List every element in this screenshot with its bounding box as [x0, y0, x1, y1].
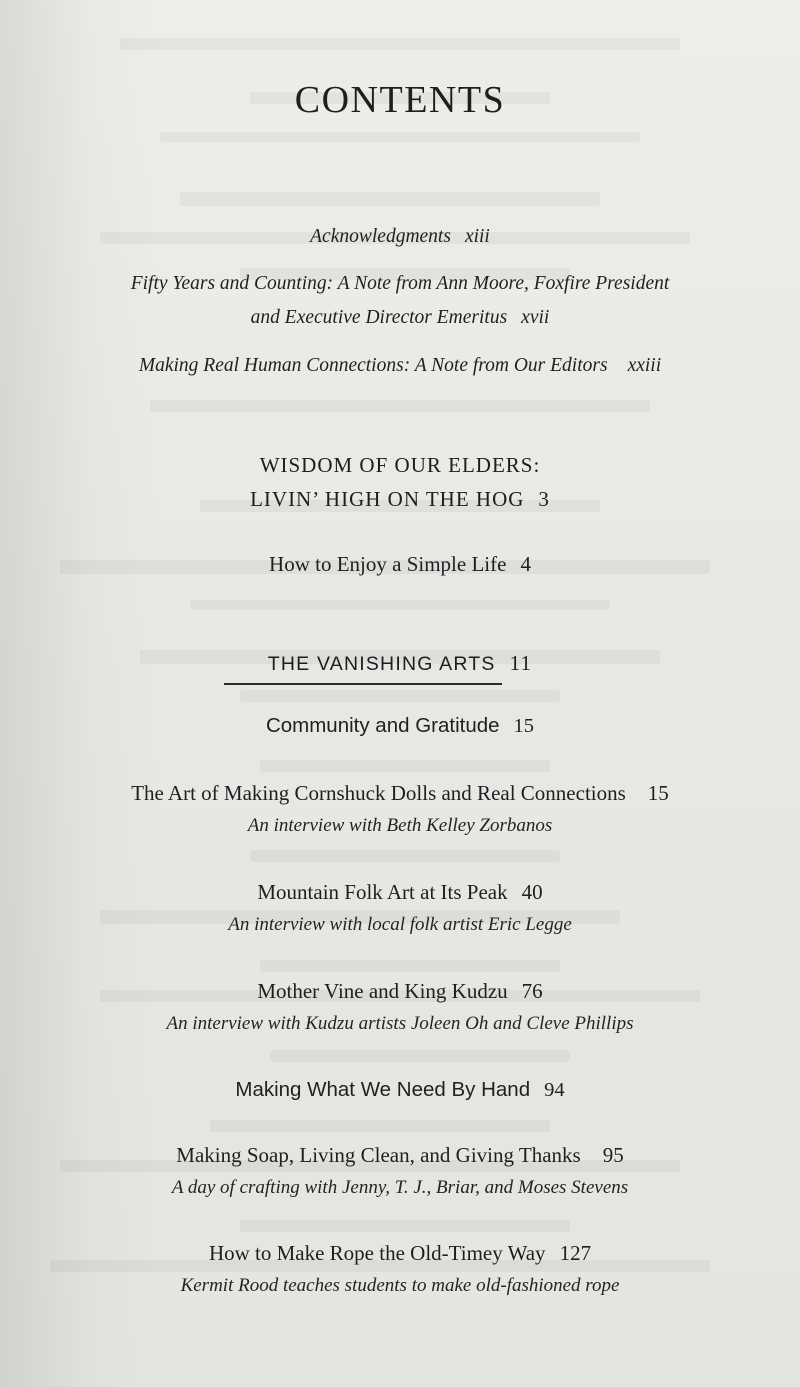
entry-title: Making Real Human Connections: A Note from Our Editors	[138, 355, 608, 376]
entry-subtitle: An interview with Beth Kelley Zorbanos	[247, 815, 553, 836]
entry-page: 15	[647, 781, 669, 805]
entry-title: How to Enjoy a Simple Life	[269, 552, 507, 576]
entry-page: 127	[559, 1241, 592, 1265]
toc-entry-simple-life[interactable]	[0, 552, 800, 577]
entry-title: How to Make Rope the Old-Timey Way	[208, 1241, 546, 1265]
contents-heading: CONTENTS	[294, 79, 506, 121]
toc-entry-folk-art[interactable]	[0, 880, 800, 905]
part-page: 11	[509, 651, 533, 675]
entry-title: Acknowledgments	[310, 226, 451, 247]
entry-page: 4	[520, 552, 531, 576]
entry-subtitle: An interview with Kudzu artists Joleen Oh and Cleve Phillips	[166, 1013, 634, 1034]
section-page: 15	[513, 715, 535, 737]
part-title: LIVIN’ HIGH ON THE HOG	[250, 487, 525, 511]
entry-title: The Art of Making Cornshuck Dolls and Real Connections	[131, 781, 626, 805]
part2-heading[interactable]	[0, 651, 800, 676]
toc-entry-acknowledgments[interactable]	[0, 226, 800, 248]
section-title: Community and Gratitude	[265, 714, 500, 737]
entry-page: xxiii	[627, 355, 662, 376]
toc-entry-fifty-years[interactable]	[0, 273, 800, 295]
entry-subtitle: An interview with local folk artist Eric Legge	[228, 914, 572, 935]
part-title: WISDOM OF OUR ELDERS:	[259, 453, 541, 477]
entry-page: xvii	[521, 307, 550, 328]
entry-page: xiii	[464, 226, 490, 247]
entry-title: Mother Vine and King Kudzu	[257, 979, 508, 1003]
part1-heading-line1[interactable]	[0, 453, 800, 478]
entry-page: 40	[521, 880, 543, 904]
section-title: Making What We Need By Hand	[235, 1078, 531, 1101]
entry-title: Making Soap, Living Clean, and Giving Thanks	[176, 1143, 581, 1167]
part1-heading-line2[interactable]	[0, 487, 800, 512]
toc-entry-fifty-years-cont[interactable]	[0, 307, 800, 329]
toc-entry-human-connections[interactable]	[0, 355, 800, 377]
part2-underline	[224, 683, 502, 685]
entry-title-line1: Fifty Years and Counting: A Note from Ann Moore, Foxfire President	[130, 273, 670, 294]
part-page: 3	[538, 487, 550, 511]
entry-subtitle: A day of crafting with Jenny, T. J., Briar, and Moses Stevens	[171, 1177, 629, 1198]
section-page: 94	[544, 1079, 565, 1101]
entry-page: 76	[521, 979, 543, 1003]
entry-title-line2: and Executive Director Emeritus	[250, 307, 508, 328]
toc-entry-rope[interactable]	[0, 1241, 800, 1266]
toc-entry-making-soap[interactable]	[0, 1143, 800, 1168]
part-title: THE VANISHING ARTS	[267, 653, 496, 675]
entry-page: 95	[602, 1143, 624, 1167]
entry-subtitle: Kermit Rood teaches students to make old-fashioned rope	[180, 1275, 620, 1296]
toc-entry-cornshuck-dolls[interactable]	[0, 781, 800, 806]
toc-entry-kudzu[interactable]	[0, 979, 800, 1004]
section-community-gratitude[interactable]	[0, 714, 800, 738]
section-making-by-hand[interactable]	[0, 1078, 800, 1102]
entry-title: Mountain Folk Art at Its Peak	[257, 880, 508, 904]
